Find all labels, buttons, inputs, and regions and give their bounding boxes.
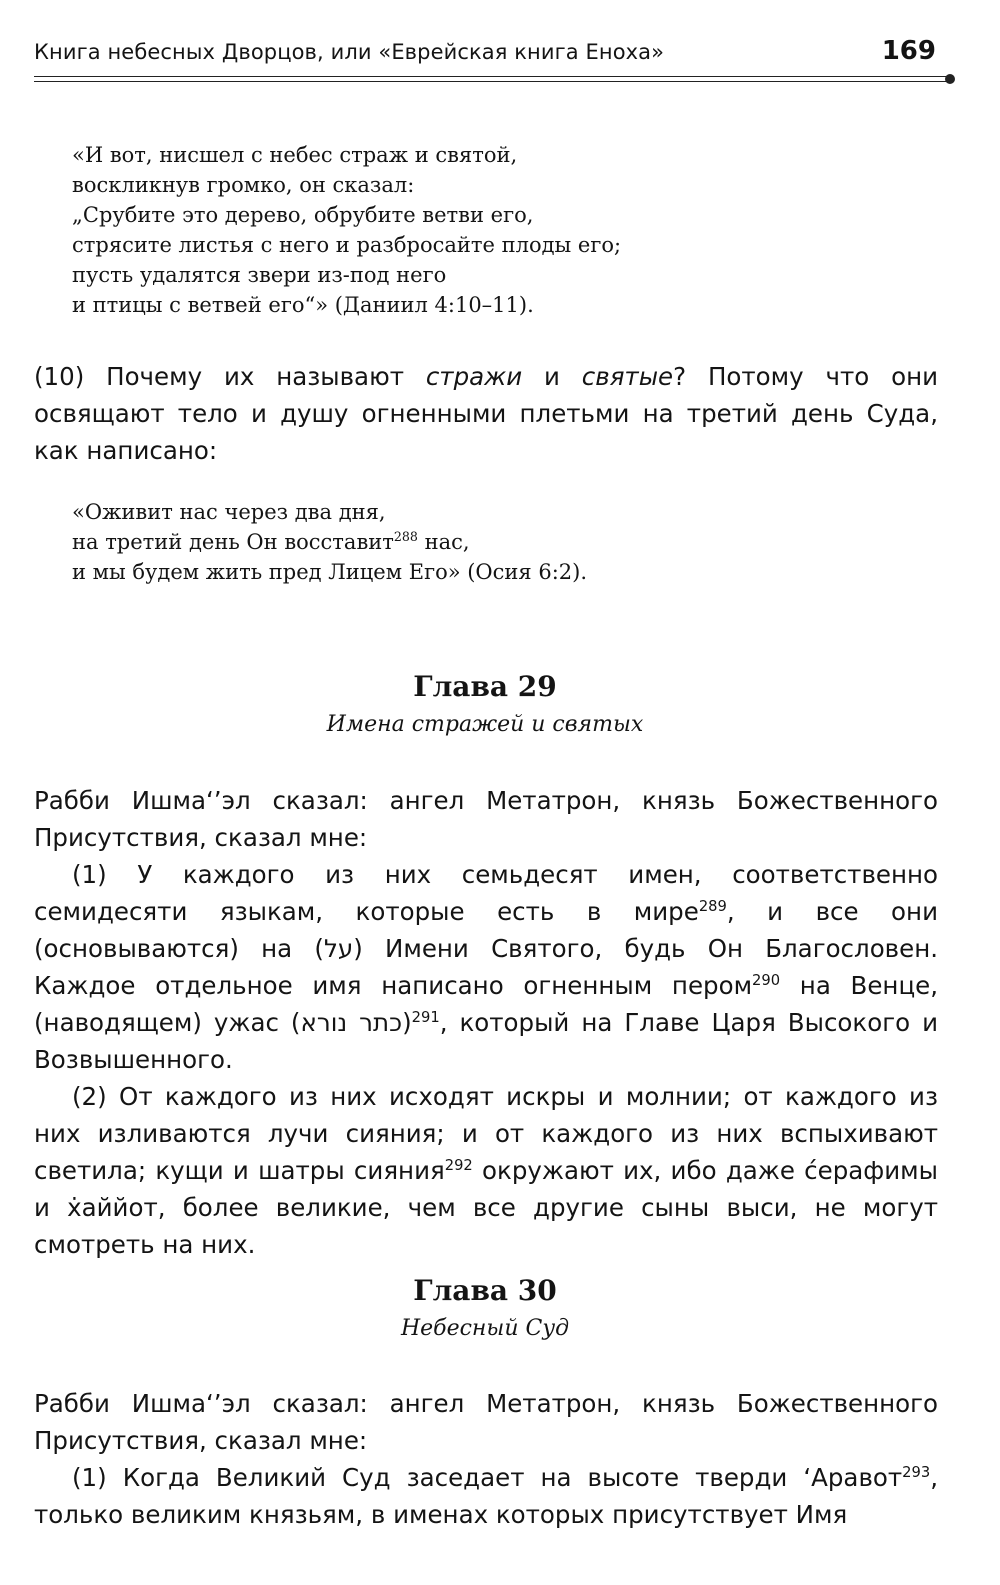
verse-line: и мы будем жить пред Лицем Его» (Осия 6:2). bbox=[72, 560, 587, 584]
chapter-29-paragraph-2 bbox=[34, 1078, 938, 1263]
text-run: нас, bbox=[417, 530, 470, 554]
verse-line: «И вот, нисшел с небес страж и святой, bbox=[72, 143, 518, 167]
running-title: Книга небесных Дворцов, или «Еврейская книга Еноха» bbox=[34, 40, 665, 64]
chapter-29-subtitle: Имена стражей и святых bbox=[326, 712, 644, 737]
footnote-ref-290[interactable]: 290 bbox=[752, 971, 781, 989]
paragraph-10 bbox=[34, 358, 938, 469]
footnote-ref-289[interactable]: 289 bbox=[698, 897, 727, 915]
verse-quote-hosea bbox=[72, 497, 587, 587]
chapter-29-paragraph-1 bbox=[34, 856, 938, 1078]
chapter-29-body bbox=[34, 782, 938, 1263]
verse-line: пусть удалятся звери из-под него bbox=[72, 263, 447, 287]
footnote-ref-291[interactable]: 291 bbox=[411, 1008, 440, 1026]
header-rule-thin bbox=[34, 81, 950, 82]
verse-line: воскликнув громко, он сказал: bbox=[72, 173, 415, 197]
term-guardians: стражи bbox=[425, 362, 523, 391]
term-holy-ones: святые bbox=[581, 362, 674, 391]
verse-line: „Срубите это дерево, обрубите ветви его, bbox=[72, 203, 534, 227]
text-run: на третий день Он восставит bbox=[72, 530, 394, 554]
footnote-ref-288[interactable]: 288 bbox=[393, 529, 418, 544]
text-run: , только великим князьям, в именах которых присутствует Имя bbox=[34, 1463, 938, 1529]
text-run: окружают их, ибо даже ćерафимы и ẋаййот, более великие, чем все другие сыны выси, не могут смотреть на них. bbox=[34, 1156, 938, 1259]
chapter-29-title: Глава 29 bbox=[413, 670, 557, 703]
header-rule bbox=[34, 76, 950, 77]
footnote-ref-292[interactable]: 292 bbox=[444, 1156, 473, 1174]
chapter-29-intro: Рабби Ишма‘’эл сказал: ангел Метатрон, князь Божественного Присутствия, сказал мне: bbox=[34, 786, 938, 852]
text-run: ? Потому что они освящают тело и душу огненными плетьми на третий день Суда, как написано: bbox=[34, 362, 939, 465]
text-run: (10) Почему их называют bbox=[34, 362, 426, 391]
verse-line: и птицы с ветвей его“» (Даниил 4:10–11). bbox=[72, 293, 534, 317]
page-number: 169 bbox=[881, 36, 936, 66]
text-run: (1) Когда Великий Суд заседает на высоте тверди ‘Аравот bbox=[72, 1463, 903, 1492]
text-run: на Венце, (наводящем) ужас (כתר נורא) bbox=[34, 971, 938, 1037]
text-run: и bbox=[522, 362, 582, 391]
verse-line bbox=[72, 527, 587, 557]
verse-line: «Оживит нас через два дня, bbox=[72, 500, 386, 524]
chapter-30-paragraph-1 bbox=[34, 1459, 938, 1533]
text-run: (2) От каждого из них исходят искры и молнии; от каждого из них изливаются лучи сияния; и от каждого из них вспыхивают светила; кущи и шатры сияния bbox=[34, 1082, 938, 1185]
text-run: , который на Главе Царя Высокого и Возвышенного. bbox=[34, 1008, 938, 1074]
text-run: , и все они (основываются) на (על) Имени Святого, будь Он Благословен. Каждое отдельное имя написано огненным пером bbox=[34, 897, 938, 1000]
chapter-30-body bbox=[34, 1385, 938, 1533]
running-header bbox=[34, 36, 954, 76]
header-rule-dot bbox=[945, 74, 955, 84]
footnote-ref-293[interactable]: 293 bbox=[902, 1463, 931, 1481]
chapter-30-intro: Рабби Ишма‘’эл сказал: ангел Метатрон, князь Божественного Присутствия, сказал мне: bbox=[34, 1389, 938, 1455]
text-run: (1) У каждого из них семьдесят имен, соответственно семидесяти языкам, которые есть в мире bbox=[34, 860, 938, 926]
verse-line: стрясите листья с него и разбросайте плоды его; bbox=[72, 233, 622, 257]
chapter-30-title: Глава 30 bbox=[413, 1274, 557, 1307]
verse-quote-daniel bbox=[72, 140, 621, 320]
chapter-30-subtitle: Небесный Суд bbox=[400, 1316, 570, 1341]
